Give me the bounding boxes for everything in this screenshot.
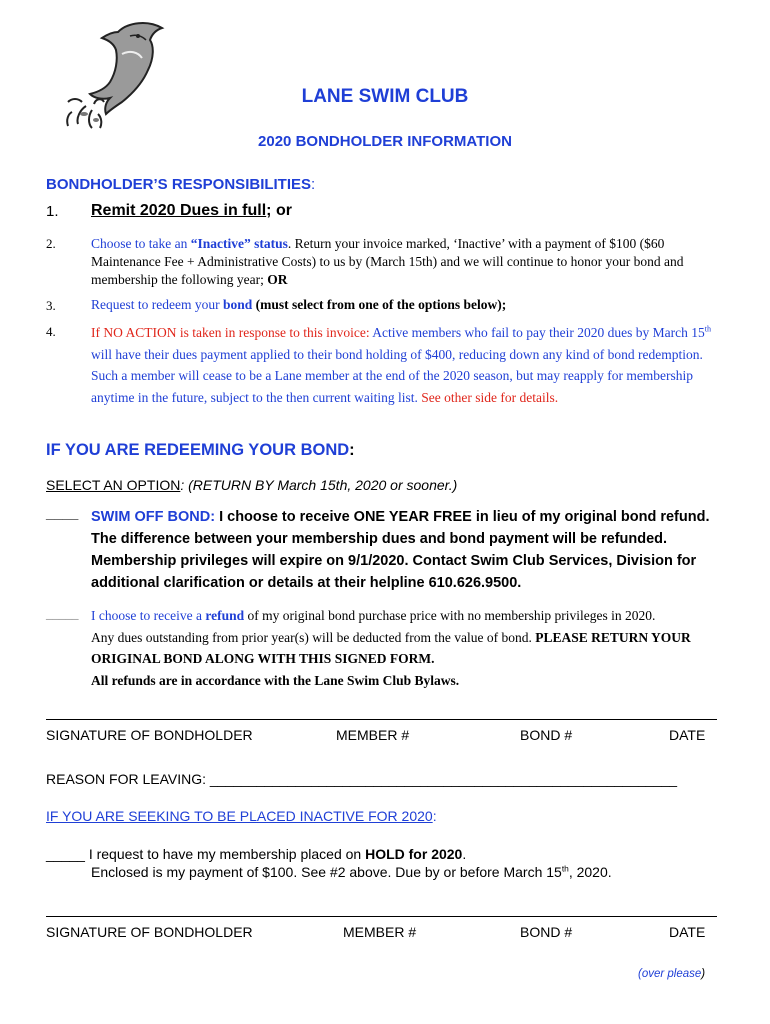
reason-row	[46, 771, 677, 787]
date-label: DATE	[669, 727, 706, 743]
signature-label: SIGNATURE OF BONDHOLDER	[46, 924, 253, 940]
signature-label: SIGNATURE OF BONDHOLDER	[46, 727, 253, 743]
item-3-text: Request to redeem your bond (must select from one of the options below);	[91, 297, 507, 312]
bond-label: BOND #	[520, 727, 573, 743]
dolphin-icon	[58, 14, 176, 132]
responsibilities-heading: BONDHOLDER’S RESPONSIBILITIES:	[46, 176, 316, 193]
signature-line[interactable]	[46, 916, 717, 917]
item-4-text: If NO ACTION is taken in response to this invoice: Active members who fail to pay their 2020 dues by March 15th will have their dues payment applied to their bond holding of $400, reducing down any kind of bond redemption. Such a member will cease to be a Lane member at the end of the 2020 season, but may reapply for membership anytime in the future, subject to the then current waiting list. See other side for details.	[91, 324, 712, 405]
date-label: DATE	[669, 924, 706, 940]
inactive-heading: IF YOU ARE SEEKING TO BE PLACED INACTIVE FOR 2020:	[46, 808, 437, 824]
item-number: 2.	[46, 236, 56, 251]
option1-text: SWIM OFF BOND: I choose to receive ONE YEAR FREE in lieu of my original bond refund. The difference between your membership dues and bond payment will be refunded. Membership privileges will expire on 9/1/2020. Contact Swim Club Services, Division for additional clarification or details at their helpline 610.626.9500.	[91, 509, 710, 591]
reason-input[interactable]: ____________________________________________________________	[206, 771, 678, 787]
over-please-note: (over please)	[638, 968, 706, 980]
item-number: 3.	[46, 298, 56, 313]
member-label: MEMBER #	[336, 727, 410, 743]
inactive-payment: Enclosed is my payment of $100. See #2 above. Due by or before March 15th, 2020.	[91, 863, 612, 880]
option2-blank[interactable]: _____	[46, 606, 79, 621]
redeem-heading: IF YOU ARE REDEEMING YOUR BOND:	[46, 441, 355, 459]
club-name: LANE SWIM CLUB	[301, 86, 469, 107]
item-2-text: Choose to take an “Inactive” status. Return your invoice marked, ‘Inactive’ with a payment of $100 ($60 Maintenance Fee + Administrative Costs) to us by (March 15th) and we will continue to honor your bond and membership the following year; OR	[91, 236, 684, 287]
signature-line[interactable]	[46, 719, 717, 720]
bond-label: BOND #	[520, 924, 573, 940]
item-number: 1.	[46, 203, 59, 220]
member-label: MEMBER #	[343, 924, 417, 940]
select-option-line: SELECT AN OPTION: (RETURN BY March 15th, 2020 or sooner.)	[46, 477, 458, 493]
option1-blank[interactable]: ____	[46, 506, 79, 522]
inactive-blank[interactable]: _____	[46, 846, 85, 862]
item-1-text: Remit 2020 Dues in full; or	[91, 202, 292, 219]
subtitle: 2020 BONDHOLDER INFORMATION	[258, 133, 512, 150]
reason-label: REASON FOR LEAVING:	[46, 771, 206, 787]
item-number: 4.	[46, 324, 56, 339]
inactive-request: _____ I request to have my membership placed on HOLD for 2020.	[46, 846, 467, 862]
option2-text: I choose to receive a refund of my original bond purchase price with no membership privileges in 2020. Any dues outstanding from prior year(s) will be deducted from the value of bond. PLEASE RETURN YOUR ORIGINAL BOND ALONG WITH THIS SIGNED FORM. All refunds are in accordance with the Lane Swim Club Bylaws.	[91, 608, 691, 688]
